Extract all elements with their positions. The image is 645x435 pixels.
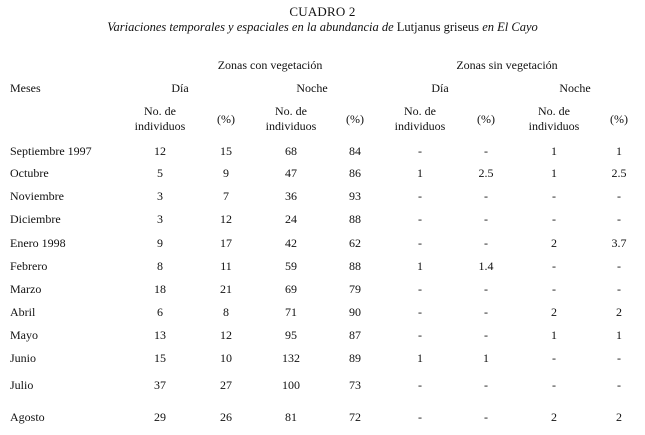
table-cell: 9 [223,166,229,180]
zone-no-vegetation-header: Zonas sin vegetación [456,58,558,72]
table-cell: 3.7 [611,236,627,250]
table-cell: 24 [285,212,297,226]
table-cell: 12 [220,212,232,226]
table-cell: - [617,282,621,296]
table-cell: - [418,212,422,226]
table-cell: 27 [220,378,232,392]
table-cell: 42 [285,236,297,250]
table-cell: 93 [349,189,361,203]
night-header-noveg: Noche [559,81,591,95]
table-cell: 10 [220,351,232,365]
day-header-noveg: Día [431,81,449,95]
table-cell: 3 [157,189,163,203]
table-cell: 18 [154,282,166,296]
table-cell: 12 [220,328,232,342]
table-cell: 2 [551,410,557,424]
table-cell: 1 [616,144,622,158]
month-label: Septiembre 1997 [10,144,92,158]
place-name: El Cayo [497,20,538,34]
table-cell: - [418,410,422,424]
table-cell: 59 [285,259,297,273]
table-cell: - [617,378,621,392]
day-header-veg: Día [171,81,189,95]
percent-header: (%) [610,112,628,126]
subtitle-prefix: Variaciones temporales y espaciales en la abundancia de [107,20,394,34]
table-cell: 1 [417,259,423,273]
month-label: Junio [10,351,37,365]
month-label: Abril [10,305,36,319]
table-cell: 1 [551,328,557,342]
month-label: Mayo [10,328,38,342]
table-cell: - [418,305,422,319]
table-cell: 17 [220,236,232,250]
table-cell: - [484,282,488,296]
table-cell: 95 [285,328,297,342]
table-cell: - [617,189,621,203]
table-cell: 72 [349,410,361,424]
count-header-line2: individuos [265,119,317,133]
table-cell: 3 [157,212,163,226]
table-cell: 13 [154,328,166,342]
table-cell: 2.5 [611,166,627,180]
table-cell: 68 [285,144,297,158]
month-label: Marzo [10,282,42,296]
count-header-line2: individuos [394,119,446,133]
table-cell: 11 [220,259,232,273]
table-cell: - [484,236,488,250]
table-cell: - [617,351,621,365]
table-cell: 26 [220,410,232,424]
table-cell: 89 [349,351,361,365]
table-cell: 88 [349,259,361,273]
zone-vegetation-header: Zonas con vegetación [217,58,323,72]
table-cell: 87 [349,328,361,342]
table-cell: 1 [417,351,423,365]
subtitle-mid: en [482,20,494,34]
table-cell: 15 [220,144,232,158]
table-cell: - [617,259,621,273]
months-header: Meses [10,81,41,95]
table-cell: 29 [154,410,166,424]
table-subtitle [0,20,645,35]
count-header-line2: individuos [528,119,580,133]
table-cell: 2 [551,305,557,319]
month-label: Diciembre [10,212,61,226]
table-cell: 5 [157,166,163,180]
table-cell: 71 [285,305,297,319]
table-cell: 2 [616,410,622,424]
table-cell: - [418,236,422,250]
count-header-line1: No. de [404,104,436,118]
table-cell: 8 [223,305,229,319]
table-cell: 7 [223,189,229,203]
table-cell: 2 [551,236,557,250]
table-cell: - [418,282,422,296]
table-cell: - [552,378,556,392]
table-cell: 1 [551,144,557,158]
table-cell: 84 [349,144,361,158]
table-cell: 69 [285,282,297,296]
table-cell: 1 [616,328,622,342]
table-cell: 88 [349,212,361,226]
table-cell: - [552,259,556,273]
table-cell: - [552,212,556,226]
table-cell: 2.5 [478,166,494,180]
table-cell: - [552,189,556,203]
table-cell: 90 [349,305,361,319]
table-cell: - [418,328,422,342]
month-label: Agosto [10,410,45,424]
table-cell: - [484,328,488,342]
count-header-line2: individuos [134,119,186,133]
count-header-line1: No. de [144,104,176,118]
table-cell: 132 [282,351,300,365]
table-cell: 6 [157,305,163,319]
month-label: Octubre [10,166,49,180]
table-cell: 37 [154,378,166,392]
table-cell: - [552,351,556,365]
table-cell: 1 [417,166,423,180]
table-cell: 73 [349,378,361,392]
table-cell: - [617,212,621,226]
table-cell: 1.4 [478,259,494,273]
table-cell: 81 [285,410,297,424]
table-cell: 8 [157,259,163,273]
table-cell: 79 [349,282,361,296]
percent-header: (%) [477,112,495,126]
table-cell: - [484,189,488,203]
table-cell: 1 [483,351,489,365]
table-cell: 2 [616,305,622,319]
month-label: Febrero [10,259,48,273]
table-cell: - [484,144,488,158]
table-cell: - [418,189,422,203]
count-header-line1: No. de [538,104,570,118]
table-cell: - [418,378,422,392]
table-cell: 9 [157,236,163,250]
table-cell: 100 [282,378,300,392]
table-cell: - [484,378,488,392]
night-header-veg: Noche [296,81,328,95]
table-cell: 1 [551,166,557,180]
month-label: Noviembre [10,189,64,203]
table-cell: 86 [349,166,361,180]
percent-header: (%) [217,112,235,126]
table-cell: - [484,410,488,424]
month-label: Enero 1998 [10,236,66,250]
table-cell: 62 [349,236,361,250]
table-cell: 15 [154,351,166,365]
count-header-line1: No. de [275,104,307,118]
table-title: CUADRO 2 [289,4,356,19]
table-cell: - [484,212,488,226]
table-cell: - [484,305,488,319]
table-cell: 12 [154,144,166,158]
table-cell: 21 [220,282,232,296]
percent-header: (%) [346,112,364,126]
table-cell: - [418,144,422,158]
table-cell: 47 [285,166,297,180]
species-name: Lutjanus griseus [396,20,480,34]
month-label: Julio [10,378,34,392]
table-cell: 36 [285,189,297,203]
table-cell: - [552,282,556,296]
